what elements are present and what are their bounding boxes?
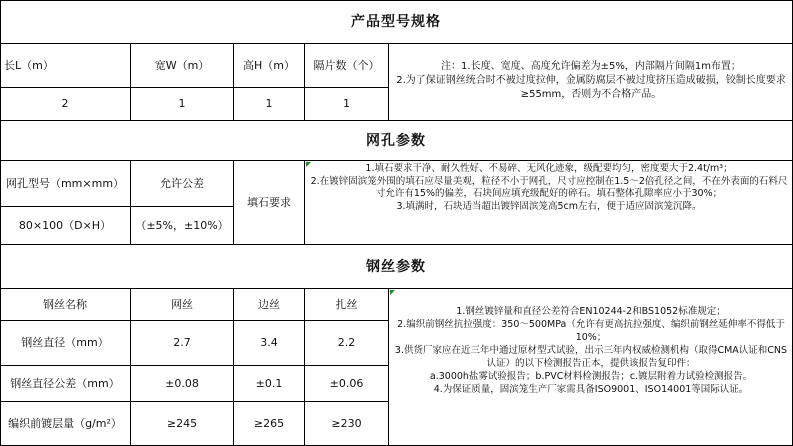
- tolerance-label: 允许公差: [131, 161, 234, 207]
- product-note-line-1: 注：1.长度、宽度、高度允许偏差为±5%，内部隔片间隔1m布置；: [441, 61, 741, 72]
- wire-row-coating-edge: ≥265: [234, 402, 305, 446]
- fill-line-1: 1.填石要求干净、耐久性好、不易碎、无风化迹象，级配要均匀，密度要大于2.4t/m³；: [365, 163, 733, 174]
- wire-row-diameter-edge: 3.4: [234, 321, 305, 366]
- header-width: 宽W（m）: [131, 44, 234, 88]
- wire-row-diameter-mesh: 2.7: [131, 321, 234, 366]
- wire-note-line-5: 4.为保证质量，固滨笼生产厂家需具备ISO9001、ISO14001等国际认证。: [433, 384, 749, 395]
- wire-note-line-2: 2.编织前钢丝抗拉强度：350～500MPa（允许有更高抗拉强度、编织前钢丝延伸率不得低于10%；: [397, 319, 785, 343]
- header-spacer-count: 隔片数（个）: [305, 44, 389, 88]
- value-spacer-count: 1: [305, 88, 389, 121]
- wire-row-tolerance-edge: ±0.1: [234, 366, 305, 402]
- fill-line-3: 3.填满时，石块适当超出镀锌固滨笼高5cm左右，便于适应固滨笼沉降。: [396, 200, 702, 212]
- wire-header-mesh: 网丝: [131, 289, 234, 321]
- wire-row-coating-label: 编织前镀层量（g/m²）: [0, 402, 131, 446]
- tolerance-value: （±5%，±10%）: [131, 207, 234, 245]
- header-length: 长L（m）: [0, 44, 131, 88]
- value-length: 2: [0, 88, 131, 121]
- wire-row-diameter-tie: 2.2: [305, 321, 389, 366]
- fill-stone-requirements: [305, 161, 793, 245]
- wire-note-line-4: a.3000h盐雾试验报告；b.PVC材料检测报告；c.镀层附着力试验检测报告。: [429, 371, 753, 382]
- wire-header-edge: 边丝: [234, 289, 305, 321]
- cell-marker-icon: [390, 290, 395, 295]
- wire-row-tolerance-tie: ±0.06: [305, 366, 389, 402]
- header-height: 高H（m）: [234, 44, 305, 88]
- product-note-line-2: 2.为了保证钢丝统合时不被过度拉伸，金属防腐层不被过度挤压造成破损，铰制长度要求≥55mm，否则为不合格产品。: [396, 75, 786, 100]
- fill-line-2: 2.在镀锌固滨笼外围的填石应尽量美观，粒径不小于网孔，尺寸应控制在1.5～2倍孔径之间，不在外表面的石料尺寸允许有15%的偏差，石块间应填充级配好的碎石。填石整体孔隙率应小于30%；: [310, 175, 788, 199]
- wire-row-diameter-label: 钢丝直径（mm）: [0, 321, 131, 366]
- section-title-product-spec: 产品型号规格: [0, 0, 793, 44]
- product-spec-note: [389, 44, 793, 121]
- wire-row-tolerance-label: 钢丝直径公差（mm）: [0, 366, 131, 402]
- wire-row-coating-tie: ≥230: [305, 402, 389, 446]
- wire-row-tolerance-mesh: ±0.08: [131, 366, 234, 402]
- wire-header-tie: 扎丝: [305, 289, 389, 321]
- section-title-mesh: 网孔参数: [0, 121, 793, 161]
- wire-row-coating-mesh: ≥245: [131, 402, 234, 446]
- mesh-type-value: 80×100（D×H）: [0, 207, 131, 245]
- cell-marker-icon: [306, 162, 311, 167]
- value-height: 1: [234, 88, 305, 121]
- wire-header-name: 钢丝名称: [0, 289, 131, 321]
- mesh-type-label: 网孔型号（mm×mm）: [0, 161, 131, 207]
- wire-spec-note: [389, 289, 793, 446]
- value-width: 1: [131, 88, 234, 121]
- fill-stone-label: 填石要求: [234, 161, 305, 245]
- section-title-wire: 钢丝参数: [0, 245, 793, 289]
- wire-note-line-1: 1.钢丝镀锌量和直径公差符合EN10244-2和BS1052标准规定；: [456, 306, 726, 317]
- wire-note-line-3: 3.供货厂家应在近三年中通过原材型式试验，出示三年内权威检测机构（取得CMA认证和CNS认证）的以下检测报告正本，提供该报告复印件：: [394, 345, 788, 369]
